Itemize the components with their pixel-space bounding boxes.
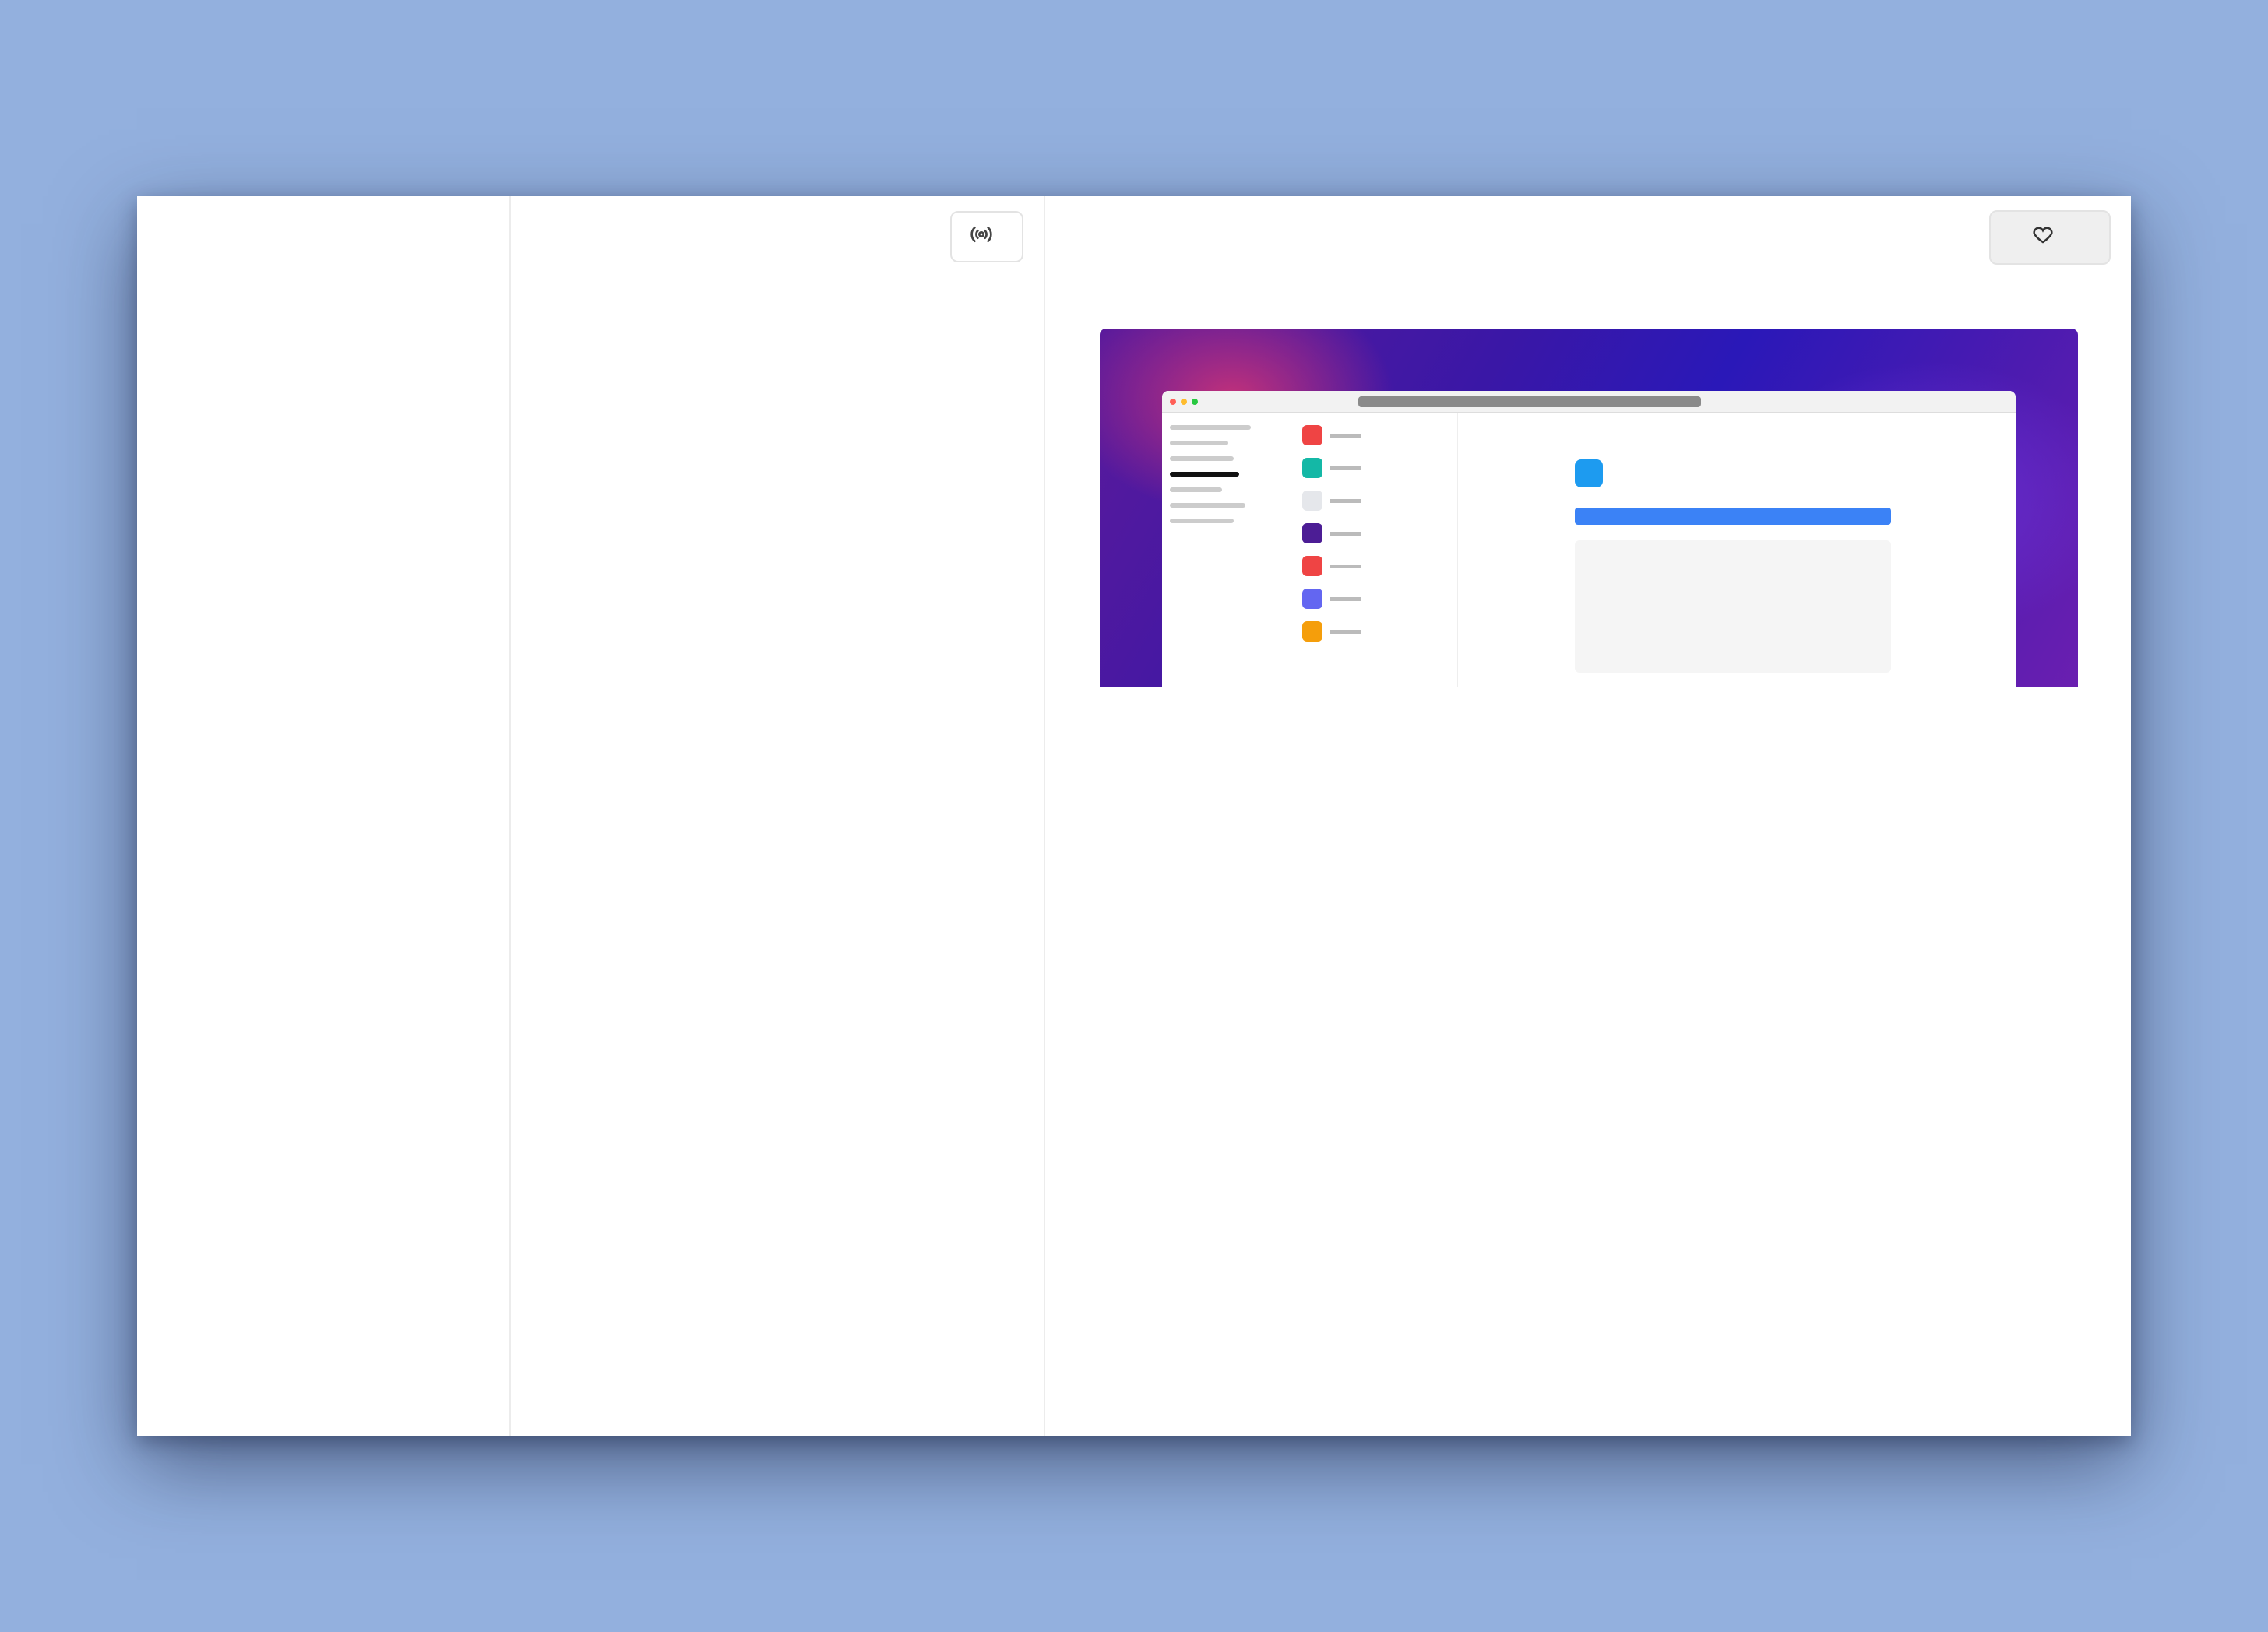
mockup-sidebar [1162, 413, 1294, 687]
broadcast-icon [969, 222, 994, 252]
list-header [531, 196, 1023, 277]
mockup-browser-bar [1162, 391, 2016, 413]
post-list-panel [511, 196, 1045, 1436]
mockup-list [1294, 413, 1458, 687]
heart-icon [2031, 223, 2055, 252]
sidebar [137, 196, 511, 1436]
site-title[interactable] [157, 224, 489, 287]
hero-image [1100, 329, 2078, 687]
like-button[interactable] [1989, 210, 2111, 265]
subscribe-button[interactable] [950, 211, 1023, 262]
mockup-detail [1458, 413, 2016, 687]
app-window [137, 196, 2131, 1436]
article-pane [1045, 196, 2131, 1436]
screenshot-mockup [1162, 391, 2016, 687]
